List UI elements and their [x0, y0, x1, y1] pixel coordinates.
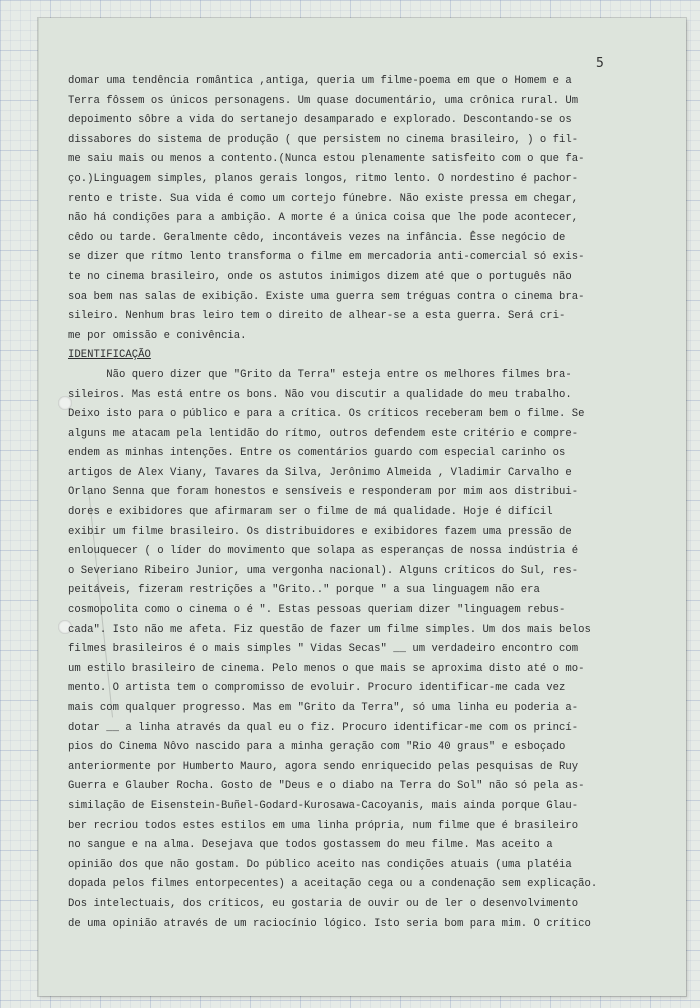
text-line: cada". Isto não me afeta. Fiz questão de fazer um filme simples. Um dos mais belos — [68, 623, 591, 636]
typewritten-text — [68, 72, 628, 934]
text-line: enlouquecer ( o líder do movimento que solapa as esperanças de nossa indústria é — [68, 545, 579, 558]
text-line: me por omissão e conivência. — [68, 329, 247, 342]
text-line: mento. O artista tem o compromisso de evoluir. Procuro identificar-me cada vez — [68, 682, 566, 695]
section-paragraph-1 — [68, 72, 628, 346]
text-line: mais com qualquer progresso. Mas em "Grito da Terra", só uma linha eu poderia a- — [68, 702, 579, 714]
text-line: dores e exibidores que afirmaram ser o filme de má qualidade. Hoje é difícil — [68, 506, 553, 519]
text-line: alguns me atacam pela lentidão do rítmo, outros defendem este critério e compre- — [68, 427, 579, 440]
text-line: um estilo brasileiro de cinema. Pelo menos o que mais se aproxima disto até o mo- — [68, 662, 585, 675]
text-line: depoimento sôbre a vida do sertanejo desamparado e explorado. Descontando-se os — [68, 114, 572, 127]
text-line: Não quero dizer que "Grito da Terra" esteja entre os melhores filmes bra- — [68, 368, 572, 381]
page-edge — [38, 18, 39, 996]
text-line: dotar __ a linha através da qual eu o fiz. Procuro identificar-me com os princí- — [68, 721, 579, 734]
page-number: 5 — [596, 56, 604, 71]
text-line: o Severiano Ribeiro Junior, uma vergonha nacional). Alguns críticos do Sul, res- — [68, 564, 579, 577]
text-line: de uma opinião através de um raciocínio lógico. Isto seria bom para mim. O crítico — [68, 917, 591, 930]
text-line: Orlano Senna que foram honestos e sensíveis e responderam por mim aos distribui- — [68, 486, 579, 499]
text-line: sileiros. Mas está entre os bons. Não vou discutir a qualidade do meu trabalho. — [68, 388, 572, 401]
text-line: Guerra e Glauber Rocha. Gosto de "Deus e o diabo na Terra do Sol" não só pela as- — [68, 780, 585, 793]
text-line: ber recriou todos estes estilos em uma linha própria, num filme que é brasileiro — [68, 819, 579, 832]
text-line: te no cinema brasileiro, onde os astutos inimigos dizem até que o português não — [68, 270, 572, 283]
section-heading: IDENTIFICAÇÃO — [68, 349, 151, 362]
text-line: endem as minhas intenções. Entre os comentários guardo com especial carinho os — [68, 447, 566, 460]
text-line: exibir um filme brasileiro. Os distribuidores e exibidores fazem uma pressão de — [68, 525, 572, 538]
text-line: cosmopolita como o cinema o é ". Estas pessoas queriam dizer "linguagem rebus- — [68, 604, 566, 617]
text-line: rento e triste. Sua vida é como um cortejo fúnebre. Não existe pressa em chegar, — [68, 192, 579, 205]
text-line: Terra fôssem os únicos personagens. Um quase documentário, uma crônica rural. Um — [68, 94, 579, 107]
text-line: anteriormente por Humberto Mauro, agora sendo enriquecido pelas pesquisas de Ruy — [68, 760, 579, 773]
text-line: no sangue e na alma. Desejava que todos gostassem do meu filme. Mas aceito a — [68, 839, 553, 852]
text-line: pios do Cinema Nôvo nascido para a minha geração com "Rio 40 graus" e esboçado — [68, 741, 566, 754]
text-line: cêdo ou tarde. Geralmente cêdo, incontáveis vezes na infância. Êsse negócio de — [68, 231, 566, 244]
text-line: dopada pelos filmes entorpecentes) a aceitação cega ou a condenação sem explicação. — [68, 878, 598, 891]
text-line: similação de Eisenstein-Buñel-Godard-Kurosawa-Cacoyanis, mais ainda porque Glau- — [68, 799, 579, 812]
text-line: dissabores do sistema de produção ( que persistem no cinema brasileiro, ) o fil- — [68, 133, 579, 146]
text-line: Deixo isto para o público e para a crítica. Os críticos receberam bem o filme. Se — [68, 408, 585, 421]
text-line: se dizer que rítmo lento transforma o filme em mercadoria anti-comercial só exis- — [68, 251, 585, 264]
text-line: artigos de Alex Viany, Tavares da Silva, Jerônimo Almeida , Vladimir Carvalho e — [68, 466, 572, 479]
text-line: ço.)Linguagem simples, planos gerais longos, ritmo lento. O nordestino é pachor- — [68, 172, 579, 185]
text-line: domar uma tendência romântica ,antiga, queria um filme-poema em que o Homem e a — [68, 75, 572, 87]
text-line: sileiro. Nenhum bras leiro tem o direito de alhear-se a esta guerra. Será cri- — [68, 310, 566, 323]
text-line: Dos intelectuais, dos críticos, eu gostaria de ouvir ou de ler o desenvolvimento — [68, 897, 579, 910]
text-line: soa bem nas salas de exibição. Existe uma guerra sem tréguas contra o cinema bra- — [68, 290, 585, 303]
text-line: opinião dos que não gostam. Do público aceito nas condições atuais (uma platéia — [68, 858, 572, 871]
text-line: peitáveis, fizeram restrições a "Grito.." porque " a sua linguagem não era — [68, 584, 540, 597]
text-line: filmes brasileiros é o mais simples " Vidas Secas" __ um verdadeiro encontro com — [68, 643, 579, 656]
text-line: me saiu mais ou menos a contento.(Nunca estou plenamente satisfeito com o que fa- — [68, 153, 585, 166]
text-line: não há condições para a ambição. A morte é a única coisa que lhe pode acontecer, — [68, 212, 579, 225]
section-paragraph-2 — [68, 366, 628, 934]
